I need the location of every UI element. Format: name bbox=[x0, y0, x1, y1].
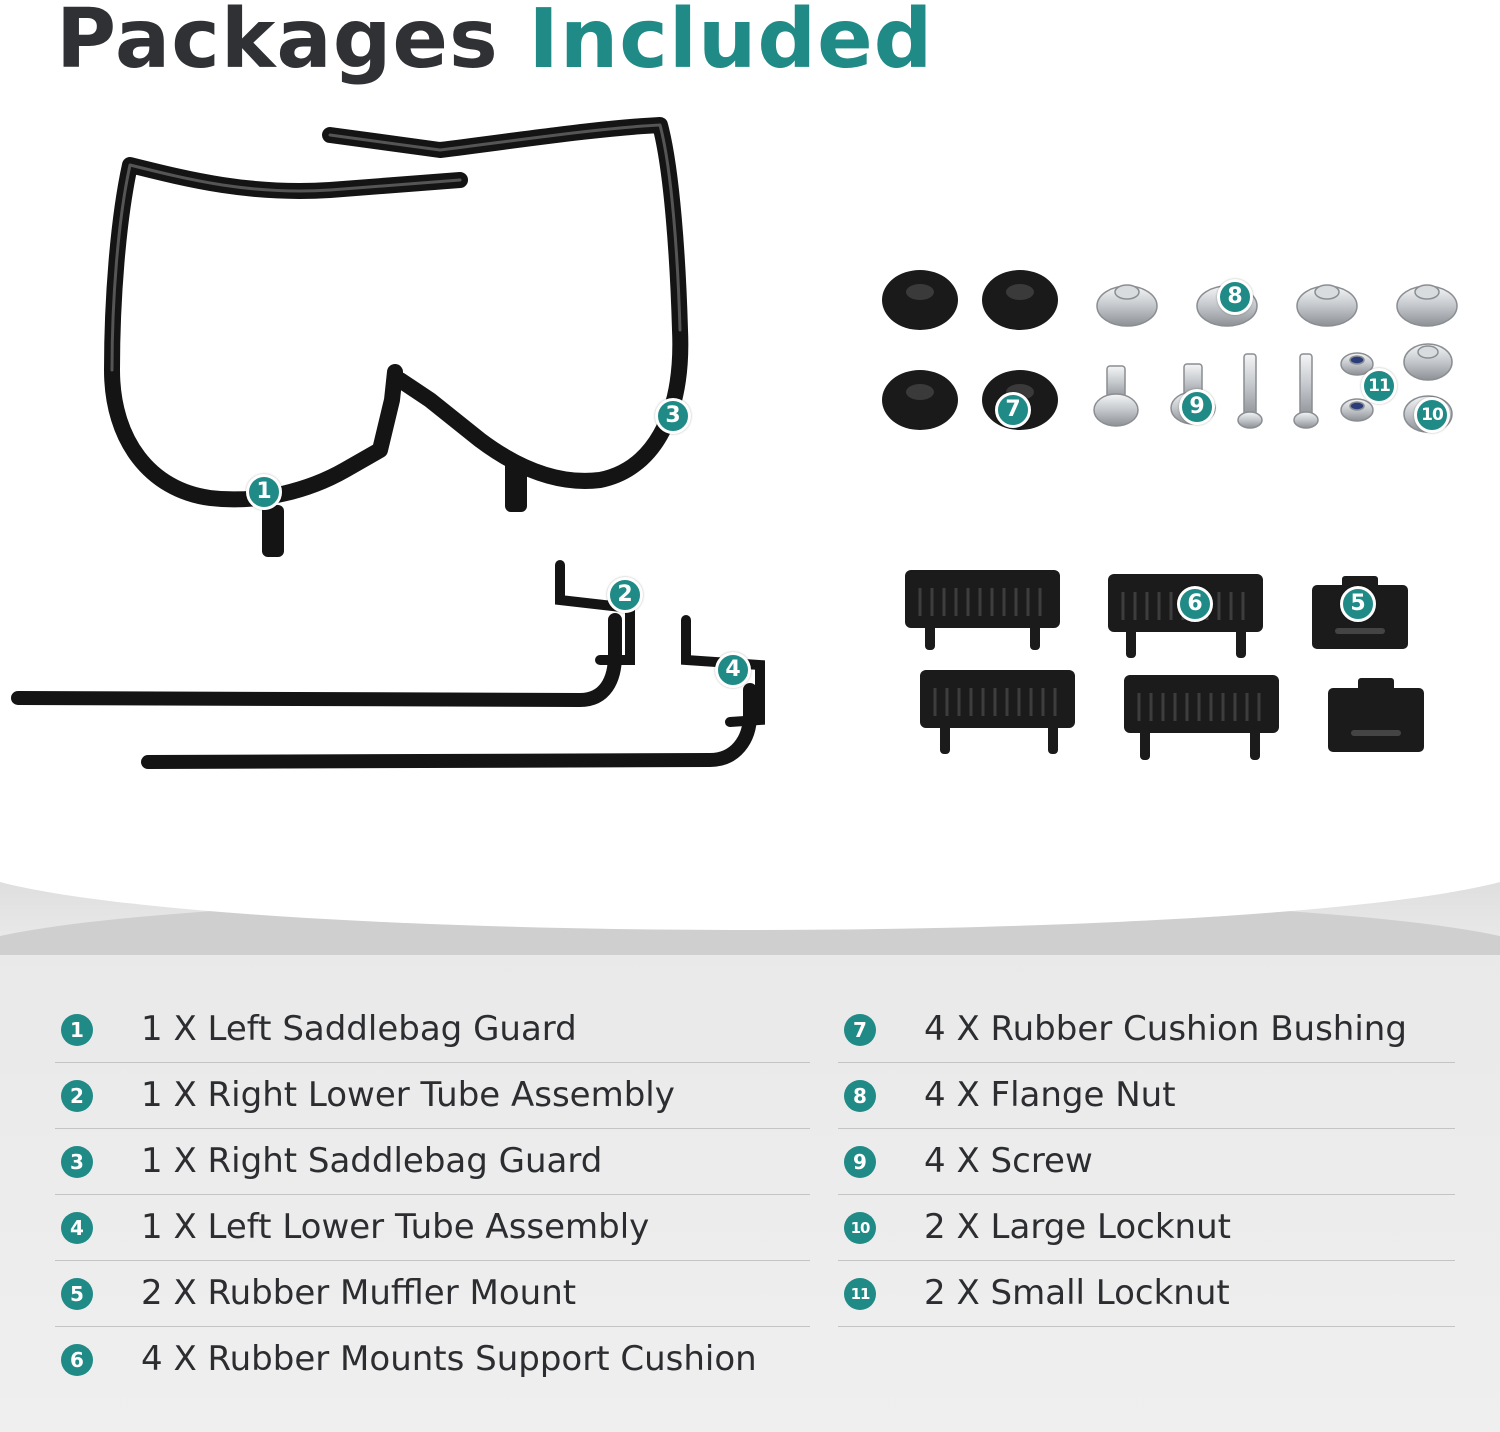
number-badge: 10 bbox=[844, 1212, 876, 1244]
list-item bbox=[838, 1195, 1455, 1261]
number-badge: 7 bbox=[844, 1014, 876, 1046]
list-item bbox=[838, 997, 1455, 1063]
part-label: 4 X Rubber Mounts Support Cushion bbox=[141, 1339, 757, 1379]
number-badge: 8 bbox=[844, 1080, 876, 1112]
number-badge: 6 bbox=[61, 1344, 93, 1376]
list-item bbox=[55, 1327, 810, 1393]
part-label: 4 X Flange Nut bbox=[924, 1075, 1176, 1115]
lower-tube-right bbox=[18, 565, 630, 700]
lower-tube-left bbox=[148, 620, 760, 762]
marker-3: 3 bbox=[655, 398, 691, 434]
number-badge: 4 bbox=[61, 1212, 93, 1244]
title-word-packages: Packages bbox=[56, 0, 499, 87]
part-label: 2 X Small Locknut bbox=[924, 1273, 1230, 1313]
marker-8: 8 bbox=[1217, 279, 1253, 315]
list-item bbox=[55, 997, 810, 1063]
list-item bbox=[55, 1261, 810, 1327]
number-badge: 2 bbox=[61, 1080, 93, 1112]
marker-4: 4 bbox=[715, 652, 751, 688]
title-word-included: Included bbox=[528, 0, 934, 87]
number-badge: 9 bbox=[844, 1146, 876, 1178]
number-badge: 1 bbox=[61, 1014, 93, 1046]
support-cushions bbox=[905, 570, 1279, 760]
part-label: 2 X Large Locknut bbox=[924, 1207, 1231, 1247]
marker-1: 1 bbox=[246, 474, 282, 510]
part-label: 4 X Screw bbox=[924, 1141, 1093, 1181]
marker-5: 5 bbox=[1340, 586, 1376, 622]
number-badge: 11 bbox=[844, 1278, 876, 1310]
list-item bbox=[838, 1129, 1455, 1195]
part-label: 1 X Left Lower Tube Assembly bbox=[141, 1207, 650, 1247]
marker-9: 9 bbox=[1179, 389, 1215, 425]
parts-list-left bbox=[55, 997, 810, 1393]
part-label: 2 X Rubber Muffler Mount bbox=[141, 1273, 577, 1313]
list-item bbox=[55, 1063, 810, 1129]
part-label: 1 X Right Lower Tube Assembly bbox=[141, 1075, 675, 1115]
number-badge: 5 bbox=[61, 1278, 93, 1310]
marker-7: 7 bbox=[995, 392, 1031, 428]
marker-6: 6 bbox=[1177, 586, 1213, 622]
number-badge: 3 bbox=[61, 1146, 93, 1178]
flange-nuts bbox=[1097, 285, 1457, 432]
list-item bbox=[55, 1129, 810, 1195]
saddlebag-guard-left bbox=[112, 165, 460, 557]
marker-11: 11 bbox=[1361, 368, 1397, 404]
part-label: 1 X Right Saddlebag Guard bbox=[141, 1141, 603, 1181]
part-label: 4 X Rubber Cushion Bushing bbox=[924, 1009, 1407, 1049]
marker-10: 10 bbox=[1414, 397, 1450, 433]
list-item bbox=[838, 1261, 1455, 1327]
part-label: 1 X Left Saddlebag Guard bbox=[141, 1009, 577, 1049]
rubber-bushings bbox=[882, 270, 1058, 430]
list-item bbox=[55, 1195, 810, 1261]
list-item bbox=[838, 1063, 1455, 1129]
parts-list-right bbox=[838, 997, 1455, 1327]
marker-2: 2 bbox=[607, 577, 643, 613]
